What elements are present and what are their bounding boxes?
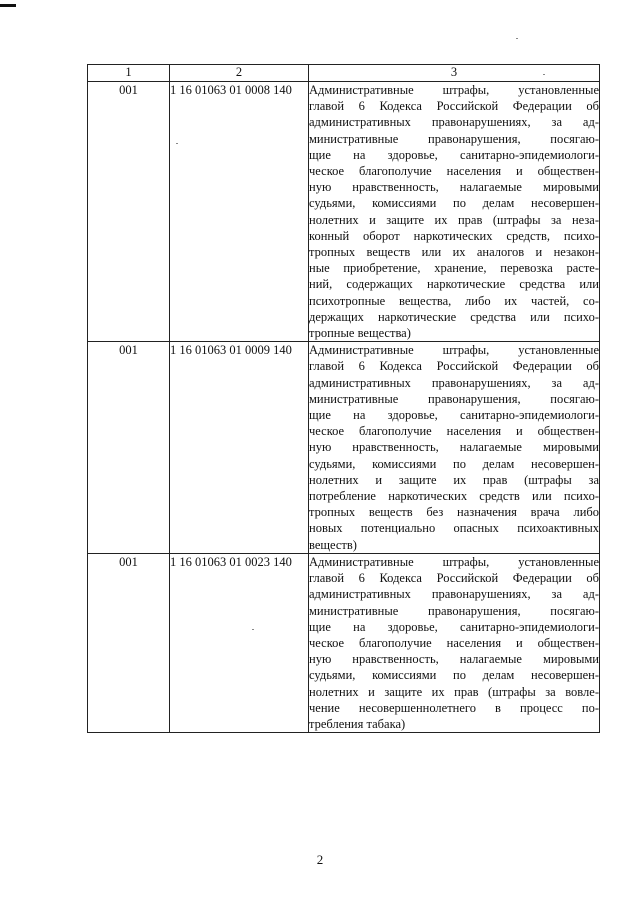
description-line: ную нравственность, налагаемые мировыми — [309, 440, 599, 455]
description-line: Административные штрафы, установленные — [309, 343, 599, 358]
column-header-2: 2 — [170, 65, 309, 82]
description-line: ную нравственность, налагаемые мировыми — [309, 180, 599, 195]
description-line: административных правонарушениях, за ад- — [309, 115, 599, 130]
revenue-description-cell — [309, 342, 600, 554]
description-line: ческое благополучие населения и обществен- — [309, 635, 599, 650]
description-line: ческое благополучие населения и обществен- — [309, 164, 599, 179]
description-line: Административные штрафы, установленные — [309, 83, 599, 97]
revenue-description-cell — [309, 82, 600, 342]
description-line: ний, содержащих наркотические средства или — [309, 277, 599, 292]
description-line: нолетних и защите их прав (штрафы за вовле- — [309, 684, 599, 699]
description-line: Административные штрафы, установленные — [309, 554, 599, 569]
description-line: административных правонарушениях, за ад- — [309, 587, 599, 602]
description-line: министративные правонарушения, посягаю- — [309, 391, 599, 406]
budget-classification-code-cell: 1 16 01063 01 0008 140 — [170, 82, 309, 342]
admin-code-cell: 001 — [88, 342, 170, 554]
column-header-3: 3 — [309, 65, 600, 82]
description-line: тропные вещества) — [309, 326, 411, 341]
description-line: главой 6 Кодекса Российской Федерации об — [309, 571, 599, 586]
table-header-row — [88, 65, 600, 82]
revenue-description-cell — [309, 553, 600, 732]
description-line: ную нравственность, налагаемые мировыми — [309, 652, 599, 667]
budget-classification-code-cell: 1 16 01063 01 0009 140 — [170, 342, 309, 554]
column-header-1: 1 — [88, 65, 170, 82]
admin-code-cell: 001 — [88, 82, 170, 342]
description-line: административных правонарушениях, за ад- — [309, 375, 599, 390]
description-line: психотропные вещества, либо их частей, со- — [309, 293, 599, 308]
scan-corner-mark — [0, 4, 16, 7]
description-line: министративные правонарушения, посягаю- — [309, 131, 599, 146]
description-line: веществ) — [309, 537, 357, 552]
description-line: новых потенциально опасных психоактивных — [309, 521, 599, 536]
budget-codes-table — [87, 64, 600, 733]
scan-speck — [516, 38, 518, 39]
budget-classification-code-cell: 1 16 01063 01 0023 140 — [170, 553, 309, 732]
description-line: судьями, комиссиями по делам несовершен- — [309, 668, 599, 683]
description-line: тропных веществ без назначения врача либо — [309, 505, 599, 520]
description-line: требления табака) — [309, 716, 406, 731]
table-row — [88, 553, 600, 732]
description-line: щие на здоровье, санитарно-эпидемиологи- — [309, 147, 599, 162]
description-line: щие на здоровье, санитарно-эпидемиологи- — [309, 619, 599, 634]
description-line: главой 6 Кодекса Российской Федерации об — [309, 359, 599, 374]
description-line: министративные правонарушения, посягаю- — [309, 603, 599, 618]
description-line: нолетних и защите их прав (штрафы за — [309, 472, 599, 487]
description-line: судьями, комиссиями по делам несовершен- — [309, 196, 599, 211]
admin-code-cell: 001 — [88, 553, 170, 732]
description-line: щие на здоровье, санитарно-эпидемиологи- — [309, 408, 599, 423]
description-line: ные приобретение, хранение, перевозка расте- — [309, 261, 599, 276]
table-row — [88, 82, 600, 342]
description-line: нолетних и защите их прав (штрафы за неза- — [309, 212, 599, 227]
description-line: конный оборот наркотических средств, психо- — [309, 228, 599, 243]
description-line: потребление наркотических средств или психо- — [309, 489, 599, 504]
description-line: ческое благополучие населения и обществен- — [309, 424, 599, 439]
page-number: 2 — [316, 852, 324, 867]
description-line: чение несовершеннолетнего в процесс по- — [309, 700, 599, 715]
description-line: тропных веществ или их аналогов и незакон- — [309, 245, 599, 260]
description-line: главой 6 Кодекса Российской Федерации об — [309, 99, 599, 114]
description-line: судьями, комиссиями по делам несовершен- — [309, 456, 599, 471]
table-row — [88, 342, 600, 554]
description-line: держащих наркотические средства или психо- — [309, 309, 599, 324]
table-body — [88, 82, 600, 733]
